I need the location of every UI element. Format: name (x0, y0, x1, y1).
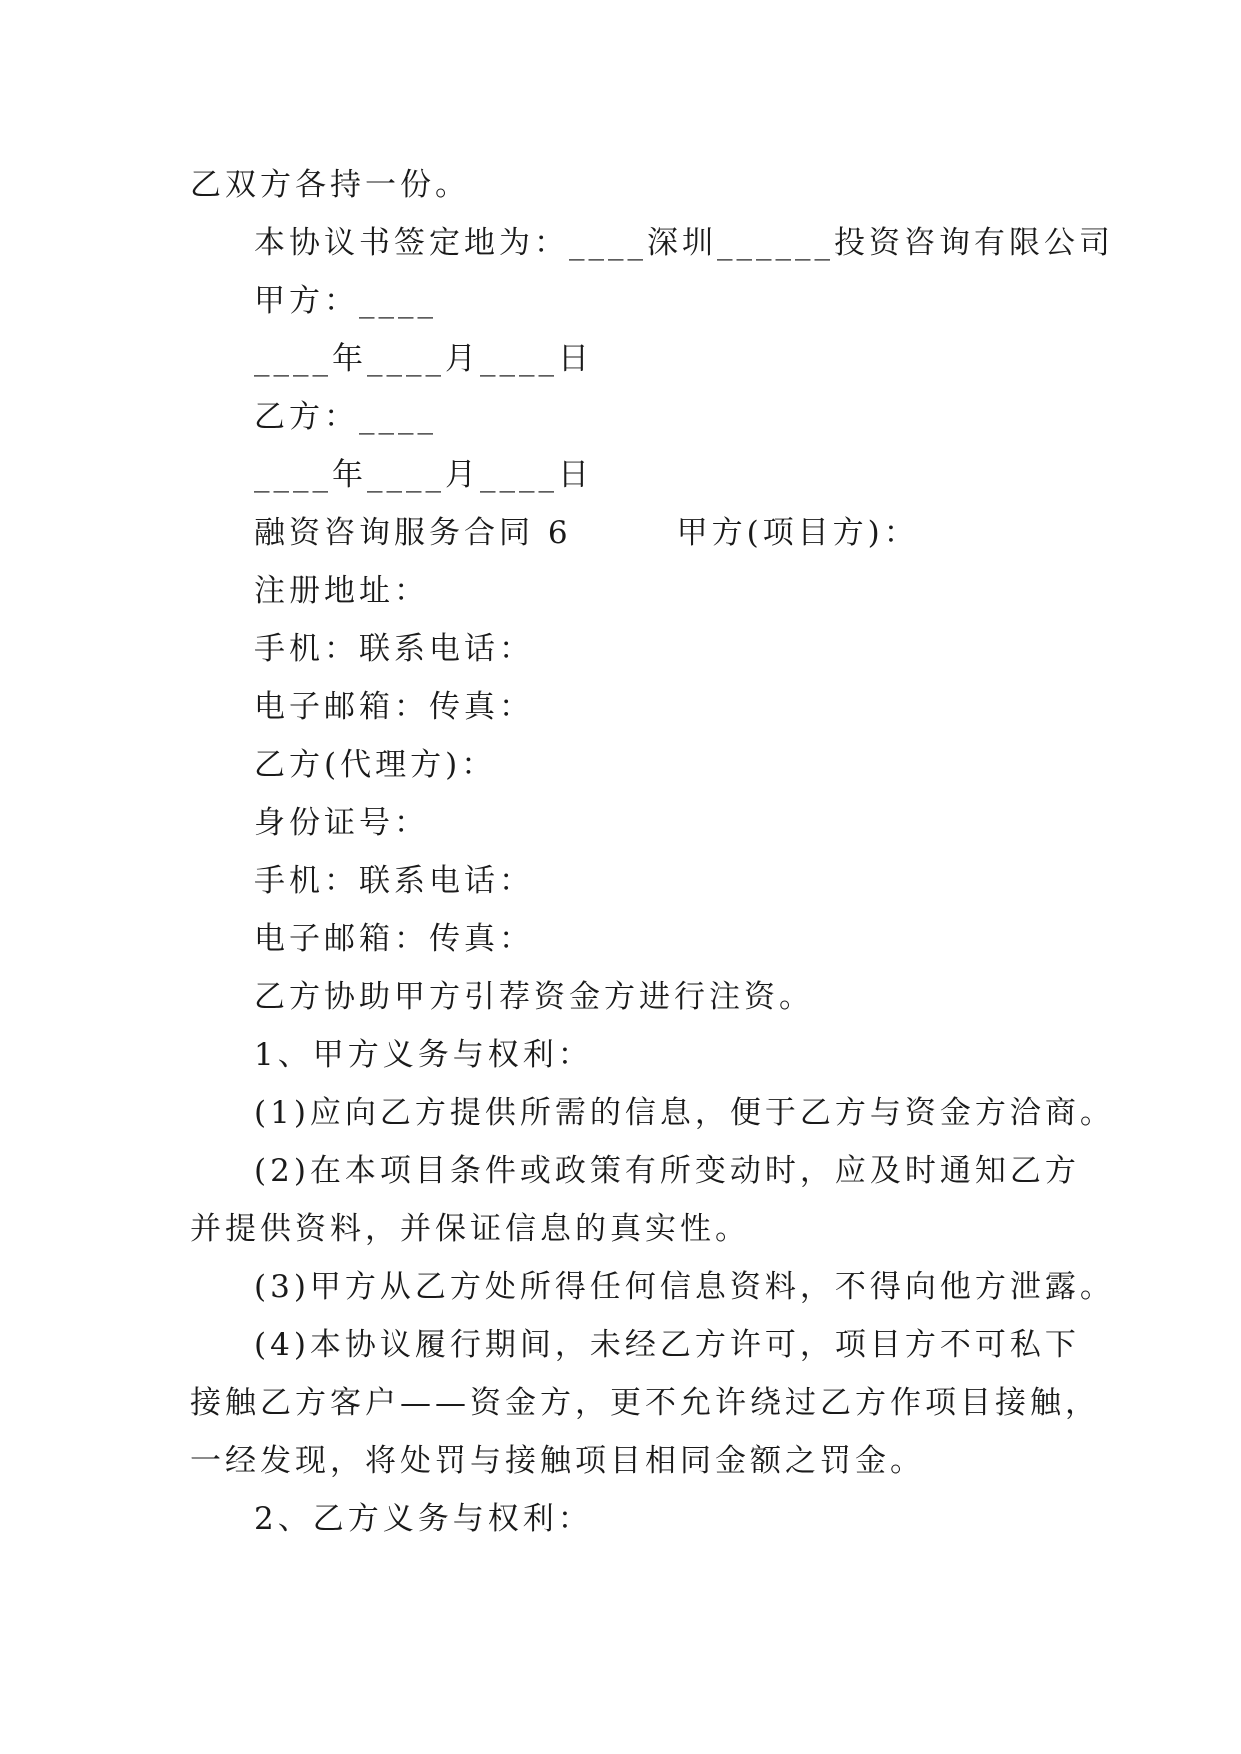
text-line: 甲方：____ (254, 283, 437, 319)
text-line: 电子邮箱：传真： (254, 921, 534, 957)
text-line: 一经发现，将处罚与接触项目相同金额之罚金。 (190, 1443, 925, 1479)
text-line: 本协议书签定地为：____深圳______投资咨询有限公司 (254, 225, 1114, 261)
text-line: 2、乙方义务与权利： (254, 1501, 593, 1537)
text-line: 乙双方各持一份。 (190, 167, 470, 203)
text-line: 融资咨询服务合同 6 甲方(项目方)： (254, 515, 919, 551)
text-line: (1)应向乙方提供所需的信息，便于乙方与资金方洽商。 (254, 1095, 1115, 1131)
text-line: (2)在本项目条件或政策有所变动时，应及时通知乙方 (254, 1153, 1080, 1189)
text-line: (4)本协议履行期间，未经乙方许可，项目方不可私下 (254, 1327, 1080, 1363)
text-line: ____年____月____日 (254, 341, 593, 377)
text-line: 接触乙方客户——资金方，更不允许绕过乙方作项目接触， (190, 1385, 1100, 1421)
text-line: 乙方协助甲方引荐资金方进行注资。 (254, 979, 814, 1015)
text-line: 1、甲方义务与权利： (254, 1037, 593, 1073)
text-line: 并提供资料，并保证信息的真实性。 (190, 1211, 750, 1247)
text-line: 注册地址： (254, 573, 429, 609)
text-line: 乙方：____ (254, 399, 437, 435)
text-line: 身份证号： (254, 805, 429, 841)
text-line: (3)甲方从乙方处所得任何信息资料，不得向他方泄露。 (254, 1269, 1115, 1305)
text-line: 电子邮箱：传真： (254, 689, 534, 725)
text-line: 手机：联系电话： (254, 631, 534, 667)
text-line: ____年____月____日 (254, 457, 593, 493)
text-line: 乙方(代理方)： (254, 747, 497, 783)
text-line: 手机：联系电话： (254, 863, 534, 899)
